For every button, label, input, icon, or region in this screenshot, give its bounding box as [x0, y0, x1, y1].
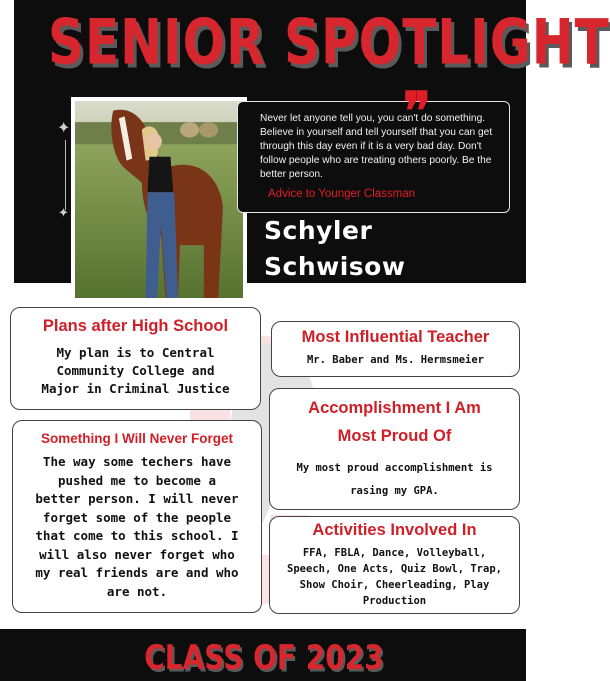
sparkle-icon: ✦: [58, 205, 69, 220]
never-forget-card: [12, 420, 262, 613]
plans-line: Community College and: [56, 363, 215, 378]
never-forget-line: The way some techers have: [42, 454, 232, 469]
accomplishment-line: My most proud accomplishment is: [296, 462, 493, 474]
never-forget-line: that come to this school. I: [35, 528, 239, 543]
page-title: SENIOR SPOTLIGHT: [48, 6, 610, 79]
never-forget-line: will also never forget who: [39, 546, 235, 562]
activities-line: FFA, FBLA, Dance, Volleyball,: [302, 547, 487, 559]
class-title: CLASS OF 2023: [144, 638, 384, 678]
teacher-text: Mr. Baber and Ms. Hermsmeier: [306, 354, 484, 366]
accomplishment-heading-1: Accomplishment I Am: [308, 399, 481, 417]
plans-heading: Plans after High School: [42, 317, 229, 335]
photo-illustration: [75, 101, 243, 298]
never-forget-line: forget some of the people: [42, 509, 232, 525]
accomplishment-line: rasing my GPA.: [350, 485, 439, 497]
sparkle-icon: ✦: [57, 120, 71, 137]
teacher-card: [271, 321, 520, 377]
decor-line: [65, 140, 66, 210]
never-forget-heading: Something I Will Never Forget: [41, 431, 233, 446]
teacher-heading: Most Influential Teacher: [301, 328, 490, 346]
activities-body: [270, 545, 519, 609]
plans-body: [11, 344, 260, 398]
activities-line: Show Choir, Cheerleading, Play: [299, 579, 490, 591]
never-forget-line: my real friends are and who: [35, 565, 239, 580]
student-first-name: Schyler: [264, 216, 373, 245]
plans-line: Major in Criminal Justice: [41, 381, 230, 396]
accomplishment-card: [269, 388, 520, 510]
plans-card: [10, 307, 261, 410]
activities-card: [269, 516, 520, 614]
quote-card: [237, 81, 510, 213]
student-photo: [71, 97, 247, 302]
quote-text: Never let anyone tell you, you can't do something. Believe in yourself and tell yourself that you can get through this day even if it is a very bad day. Don't follow people who are treating others poorly. Be the better person.: [260, 113, 493, 180]
never-forget-line: better person. I will never: [35, 491, 239, 506]
activities-line: Production: [362, 595, 427, 607]
never-forget-line: pushed me to become a: [57, 472, 217, 488]
never-forget-body: [13, 453, 261, 601]
never-forget-line: are not.: [106, 583, 168, 599]
quote-icon: ❞: [403, 81, 431, 142]
accomplishment-body: [270, 457, 519, 503]
plans-line: My plan is to Central: [56, 345, 215, 360]
activities-line: Speech, One Acts, Quiz Bowl, Trap,: [287, 563, 502, 575]
student-last-name: Schwisow: [264, 252, 406, 281]
accomplishment-heading-2: Most Proud Of: [337, 427, 452, 445]
activities-heading: Activities Involved In: [312, 521, 477, 539]
quote-label: Advice to Younger Classman: [268, 188, 416, 200]
